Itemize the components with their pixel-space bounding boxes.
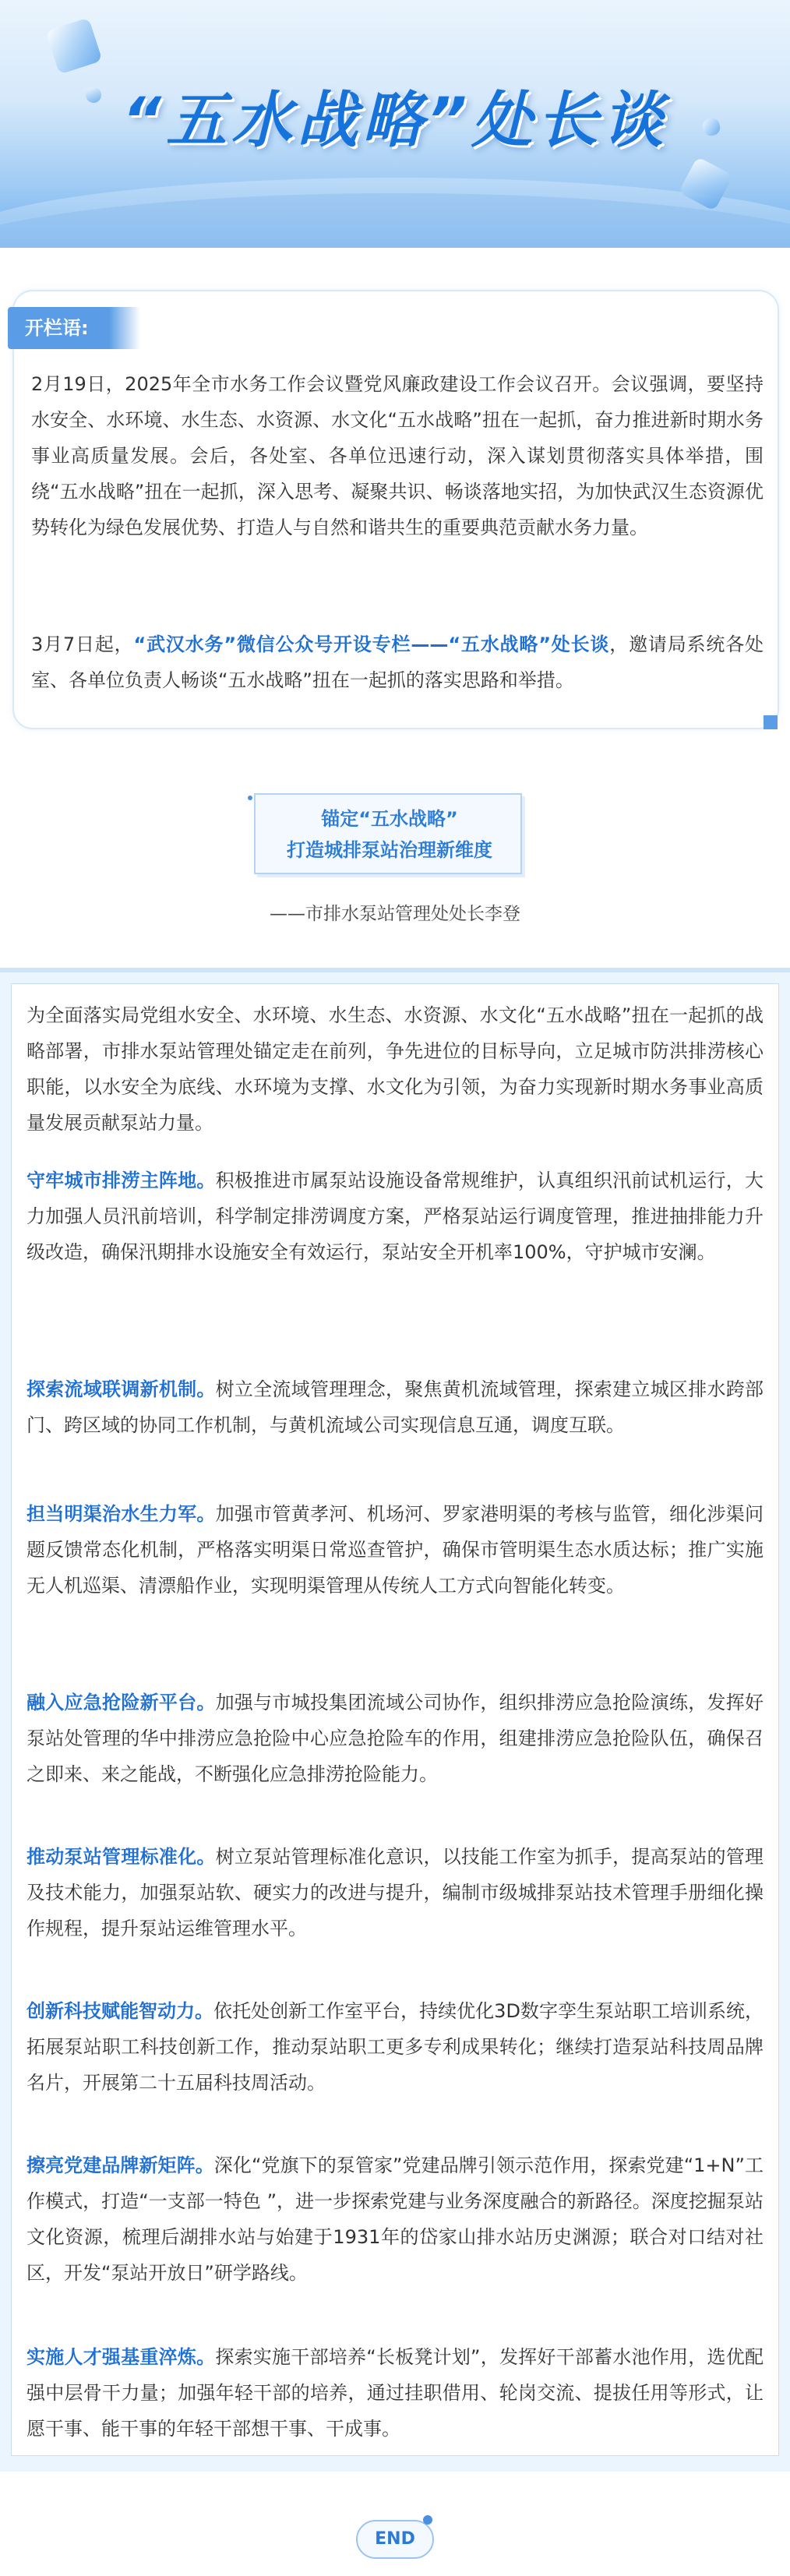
item-lead: 实施人才强基重淬炼。 (26, 2346, 216, 2368)
item-lead: 推动泵站管理标准化。 (26, 1846, 216, 1868)
body-item (26, 1371, 764, 1443)
body-intro: 为全面落实局党组水安全、水环境、水生态、水资源、水文化“五水战略”扭在一起抓的战略部署，市排水泵站管理处锚定走在前列，争先进位的目标导向，立足城市防洪排涝核心职能，以水安全为底线、水环境为支撑、水文化为引领，为奋力实现新时期水务事业高质量发展贡献泵站力量。 (26, 1004, 764, 1134)
intro-tag: 开栏语: (8, 307, 109, 349)
corner-square (764, 715, 778, 729)
intro-paragraph-column (31, 626, 764, 698)
item-text: 加强市管黄孝河、机场河、罗家港明渠的考核与监管，细化涉渠问题反馈常态化机制，严格落实明渠日常巡查管护，确保市管明渠生态水质达标；推广实施无人机巡渠、清漂船作业，实现明渠管理从传统人工方式向智能化转变。 (26, 1503, 764, 1597)
item-lead: 守牢城市排涝主阵地。 (26, 1170, 216, 1191)
item-lead: 探索流域联调新机制。 (26, 1378, 216, 1400)
banner-wave-light (0, 178, 790, 248)
body-item (26, 2339, 764, 2447)
intro-text: ，邀请局系统各处室、各单位负责人畅谈“五水战略”扭在一起抓的落实思路和举措。 (31, 633, 764, 691)
section-title-line: 打造城排泵站治理新维度 (287, 839, 492, 861)
body-item (26, 1839, 764, 1946)
item-text: 积极推进市属泵站设施设备常规维护，认真组织汛前试机运行，大力加强人员汛前培训，科学制定排涝调度方案，严格泵站运行调度管理，推进抽排能力升级改造，确保汛期排水设施安全有效运行，泵站安全开机率100%，守护城市安澜。 (26, 1170, 764, 1263)
intro-text: 3月7日起， (31, 633, 134, 655)
item-lead: 擦亮党建品牌新矩阵。 (26, 2154, 214, 2176)
item-text: 树立全流域管理理念，聚焦黄机流域管理，探索建立城区排水跨部门、跨区域的协同工作机制，与黄机流域公司实现信息互通，调度互联。 (26, 1378, 764, 1436)
item-text: 深化“党旗下的泵管家”党建品牌引领示范作用，探索党建“1+N”工作模式，打造“一支部一特色 ”，进一步探索党建与业务深度融合的新路径。深度挖掘泵站文化资源，梳理后湖排水站与始建于1931年的岱家山排水站历史渊源；联合对口结对社区，开发“泵站开放日”研学路线。 (26, 2154, 764, 2284)
end-label: END (356, 2520, 434, 2559)
item-text: 探索实施干部培养“长板凳计划”，发挥好干部蓄水池作用，选优配强中层骨干力量；加强年轻干部的培养，通过挂职借用、轮岗交流、提拔任用等形式，让愿干事、能干事的年轻干部想干事、干成事。 (26, 2346, 764, 2440)
item-text: 加强与市城投集团流域公司协作，组织排涝应急抢险演练，发挥好泵站处管理的华中排涝应急抢险中心应急抢险车的作用，组建排涝应急抢险队伍，确保召之即来、来之能战，不断强化应急排涝抢险能力。 (26, 1692, 764, 1785)
decorative-cube-icon (45, 17, 102, 74)
section-title-box (254, 793, 522, 874)
item-lead: 融入应急抢险新平台。 (26, 1692, 216, 1713)
body-item (26, 1993, 764, 2101)
header-banner (0, 0, 790, 248)
banner-title: “五水战略”处长谈 (122, 86, 668, 156)
body-item (26, 1685, 764, 1792)
body-item (26, 1496, 764, 1604)
section-title-line: 锚定“五水战略” (321, 808, 458, 830)
body-item (26, 2147, 764, 2291)
column-name: “武汉水务”微信公众号开设专栏——“五水战略”处长谈 (133, 633, 610, 655)
intro-paragraph: 2月19日，2025年全市水务工作会议暨党风廉政建设工作会议召开。会议强调，要坚持水安全、水环境、水生态、水资源、水文化“五水战略”扭在一起抓，奋力推进新时期水务事业高质量发展。会后，各处室、各单位迅速行动，深入谋划贯彻落实具体举措，围绕“五水战略”扭在一起抓，深入思考、凝聚共识、畅谈落地实招，为加快武汉生态资源优势转化为绿色发展优势、打造人与自然和谐共生的重要典范贡献水务力量。 (31, 373, 764, 538)
item-lead: 创新科技赋能智动力。 (26, 2000, 214, 2022)
item-text: 树立泵站管理标准化意识，以技能工作室为抓手，提高泵站的管理及技术能力，加强泵站软、硬实力的改进与提升，编制市级城排泵站技术管理手册细化操作规程，提升泵站运维管理水平。 (26, 1846, 764, 1939)
end-dot-icon (423, 2515, 432, 2525)
body-item (26, 1163, 764, 1270)
author-byline: ——市排水泵站管理处处长李登 (270, 904, 520, 924)
item-text: 依托处创新工作室平台，持续优化3D数字孪生泵站职工培训系统，拓展泵站职工科技创新工作，推动泵站职工更多专利成果转化；继续打造泵站科技周品牌名片，开展第二十五届科技周活动。 (26, 2000, 764, 2094)
end-marker (356, 2520, 434, 2559)
item-lead: 担当明渠治水生力军。 (26, 1503, 216, 1525)
